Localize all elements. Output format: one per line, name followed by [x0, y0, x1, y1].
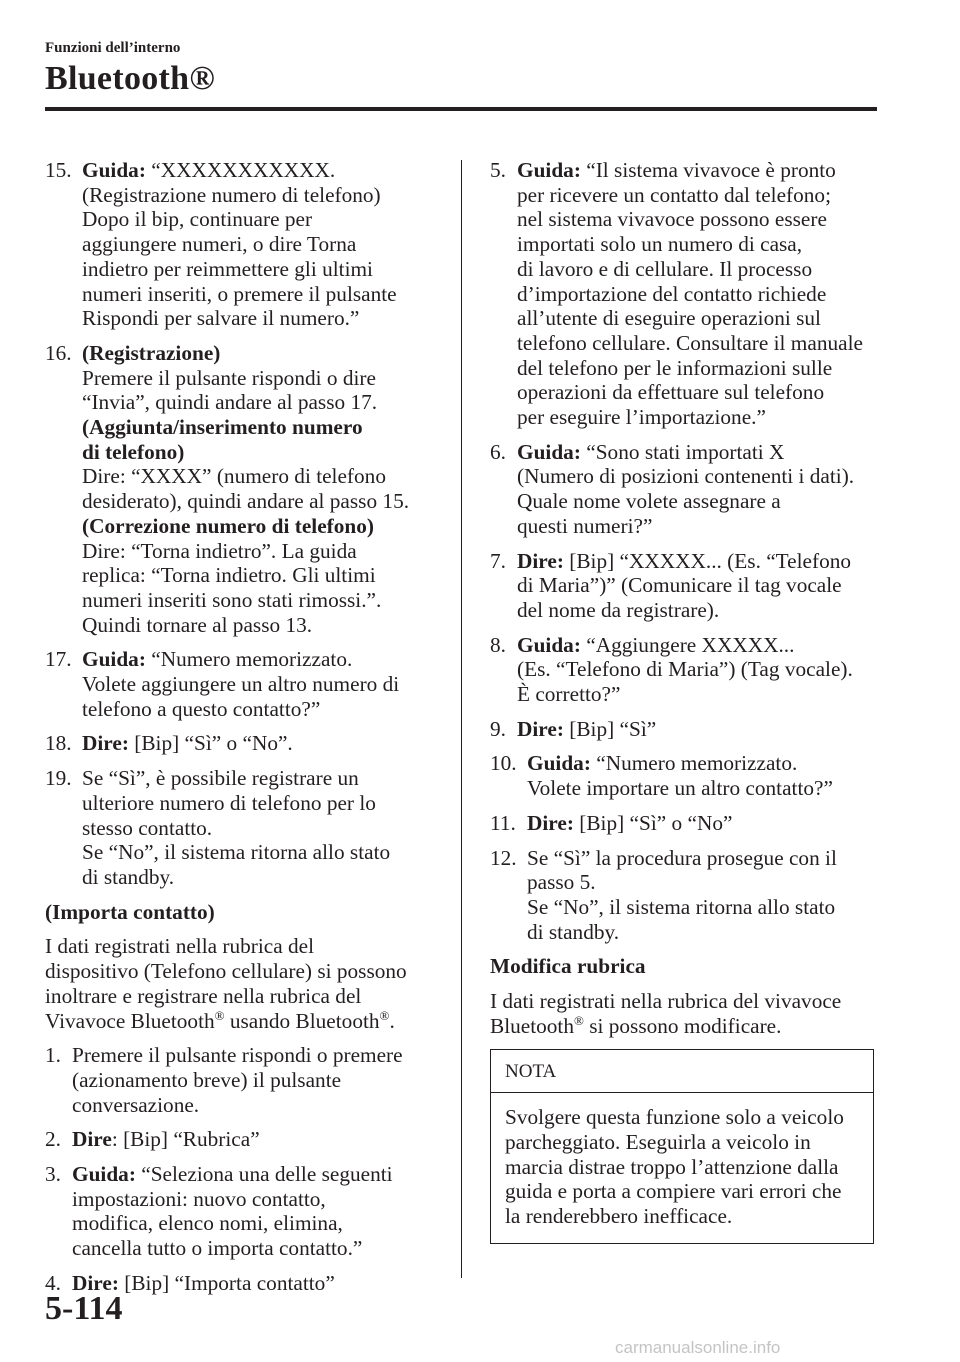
step-text: È corretto?” — [517, 682, 621, 707]
step-keyword: Guida: — [82, 158, 146, 182]
step-text: Volete aggiungere un altro numero di — [82, 672, 400, 697]
step-text: del telefono per le informazioni sulle — [517, 355, 833, 380]
steps-list-a — [45, 158, 440, 890]
intro-line: dispositivo (Telefono cellulare) si possono — [45, 959, 407, 984]
step-keyword: Guida: — [517, 632, 581, 657]
step-line — [517, 633, 880, 658]
step-keyword: (Correzione numero di telefono) — [82, 513, 374, 538]
step-text: numeri inseriti sono stati rimossi.”. — [82, 587, 382, 612]
header-rule — [45, 107, 877, 111]
note-line: guida e porta a compiere vari errori che — [505, 1179, 842, 1204]
step-line — [82, 613, 440, 638]
step-line — [517, 306, 880, 331]
step-keyword: Guida: — [517, 158, 581, 182]
step-line — [517, 657, 880, 682]
step-item — [490, 158, 880, 430]
step-line — [72, 1093, 440, 1118]
step-line — [527, 870, 880, 895]
step-line — [82, 257, 440, 282]
step-text: “Numero memorizzato. — [145, 647, 353, 672]
step-text: ulteriore numero di telefono per lo — [82, 790, 376, 815]
step-line — [527, 811, 880, 836]
step-line — [517, 380, 880, 405]
step-body — [82, 647, 440, 721]
step-number: 15. — [45, 158, 72, 182]
step-line — [82, 697, 440, 722]
step-keyword: Guida: — [517, 439, 581, 464]
intro-text: . — [389, 1008, 395, 1033]
step-keyword: Guida: — [82, 647, 146, 672]
step-item — [45, 647, 440, 721]
step-body — [82, 341, 440, 637]
step-text: indietro per reimmettere gli ultimi — [82, 256, 373, 281]
edit-line: I dati registrati nella rubrica del vivavoce — [490, 989, 842, 1014]
step-number: 2. — [45, 1127, 61, 1152]
watermark: carmanualsonline.info — [615, 1338, 781, 1357]
step-number: 11. — [490, 810, 516, 835]
step-text: “Il sistema vivavoce è pronto — [580, 158, 836, 182]
step-text: : [Bip] “Rubrica” — [111, 1127, 260, 1152]
note-line: la renderebbero inefficace. — [505, 1204, 733, 1229]
step-number: 6. — [490, 439, 506, 464]
step-text: Dopo il bip, continuare per — [82, 207, 313, 232]
step-text: per eseguire l’importazione.” — [517, 405, 766, 430]
step-text: Quindi tornare al passo 13. — [82, 612, 313, 637]
step-text: [Bip] “Sì” o “No”. — [128, 731, 293, 756]
registered-mark: ® — [379, 1007, 390, 1023]
steps-list-b — [45, 1043, 440, 1295]
step-number: 19. — [45, 766, 72, 791]
step-item — [45, 1162, 440, 1261]
steps-list-right — [490, 158, 880, 944]
step-text: telefono cellulare. Consultare il manuale — [517, 330, 863, 355]
import-intro — [45, 934, 440, 1033]
step-line — [72, 1271, 440, 1296]
intro-text: Vivavoce Bluetooth — [45, 1008, 215, 1033]
step-text: (Registrazione numero di telefono) — [82, 182, 381, 207]
step-body — [527, 846, 880, 945]
step-item — [45, 731, 440, 756]
step-line — [72, 1162, 440, 1187]
page-title: Bluetooth® — [45, 60, 216, 97]
step-item — [490, 846, 880, 945]
right-column — [490, 158, 880, 1244]
step-line — [82, 514, 440, 539]
step-line — [82, 464, 440, 489]
intro-line: inoltrare e registrare nella rubrica del — [45, 983, 362, 1008]
step-text: operazioni da effettuare sul telefono — [517, 380, 825, 405]
step-item — [490, 751, 880, 800]
step-line — [72, 1187, 440, 1212]
step-keyword: Dire: — [517, 716, 564, 741]
step-text: per ricevere un contatto dal telefono; — [517, 182, 831, 207]
step-line — [527, 776, 880, 801]
left-column — [45, 158, 440, 1306]
step-text: replica: “Torna indietro. Gli ultimi — [82, 563, 376, 588]
step-item — [45, 158, 440, 331]
step-line — [82, 158, 440, 183]
step-text: (Es. “Telefono di Maria”) (Tag vocale). — [517, 657, 853, 682]
step-number: 5. — [490, 158, 506, 182]
edit-text — [490, 989, 880, 1038]
step-keyword: Guida: — [527, 751, 591, 776]
note-line: Svolgere questa funzione solo a veicolo — [505, 1105, 844, 1130]
step-line — [517, 514, 880, 539]
step-body — [72, 1162, 440, 1261]
step-keyword: Dire: — [82, 731, 129, 756]
step-text: “Invia”, quindi andare al passo 17. — [82, 390, 378, 415]
step-line — [517, 598, 880, 623]
page-number: 5-114 — [45, 1290, 123, 1327]
step-line — [517, 440, 880, 465]
step-text: Se “Sì” la procedura prosegue con il — [527, 845, 837, 870]
step-line — [82, 791, 440, 816]
step-line — [72, 1068, 440, 1093]
step-keyword: di telefono) — [82, 439, 185, 464]
step-item — [45, 1127, 440, 1152]
step-body — [527, 811, 880, 836]
step-body — [82, 158, 440, 331]
step-line — [517, 207, 880, 232]
step-line — [82, 366, 440, 391]
step-line — [517, 682, 880, 707]
step-text: Quale nome volete assegnare a — [517, 489, 781, 514]
step-body — [72, 1271, 440, 1296]
step-item — [490, 440, 880, 539]
step-line — [82, 539, 440, 564]
step-text: cancella tutto o importa contatto.” — [72, 1236, 363, 1261]
step-body — [517, 440, 880, 539]
step-item — [45, 341, 440, 637]
step-text: importati solo un numero di casa, — [517, 232, 803, 257]
step-line — [517, 573, 880, 598]
step-text: di standby. — [82, 864, 175, 889]
step-text: [Bip] “Sì” — [563, 716, 657, 741]
step-line — [82, 341, 440, 366]
step-line — [82, 766, 440, 791]
step-body — [517, 633, 880, 707]
step-text: conversazione. — [72, 1092, 200, 1117]
step-number: 12. — [490, 845, 517, 870]
edit-line — [490, 1014, 880, 1039]
step-line — [517, 282, 880, 307]
step-text: (Numero di posizioni contenenti i dati). — [517, 464, 855, 489]
step-text: Se “No”, il sistema ritorna allo stato — [82, 840, 391, 865]
step-line — [82, 563, 440, 588]
note-line: marcia distrae troppo l’attenzione dalla — [505, 1154, 839, 1179]
registered-mark: ® — [574, 1012, 584, 1028]
edit-heading: Modifica rubrica — [490, 954, 646, 979]
step-body — [517, 717, 880, 742]
step-keyword: Dire: — [72, 1270, 119, 1295]
step-item — [490, 633, 880, 707]
step-keyword: (Aggiunta/inserimento numero — [82, 415, 363, 440]
step-line — [517, 257, 880, 282]
step-line — [527, 846, 880, 871]
import-heading: (Importa contatto) — [45, 899, 215, 924]
step-number: 4. — [45, 1270, 61, 1295]
step-text: nel sistema vivavoce possono essere — [517, 207, 827, 232]
intro-line: I dati registrati nella rubrica del — [45, 934, 315, 959]
step-line — [517, 464, 880, 489]
step-line — [82, 207, 440, 232]
step-text: Se “No”, il sistema ritorna allo stato — [527, 894, 836, 919]
step-line — [517, 717, 880, 742]
step-text: Dire: “Torna indietro”. La guida — [82, 538, 357, 563]
step-number: 8. — [490, 632, 506, 657]
step-keyword: (Registrazione) — [82, 340, 221, 365]
step-line — [527, 920, 880, 945]
step-keyword: Dire: — [527, 810, 574, 835]
step-line — [82, 282, 440, 307]
intro-text: usando Bluetooth — [224, 1008, 380, 1033]
note-line: parcheggiato. Eseguirla a veicolo in — [505, 1129, 811, 1154]
step-text: Premere il pulsante rispondi o premere — [72, 1043, 403, 1068]
step-line — [82, 731, 440, 756]
step-item — [490, 717, 880, 742]
step-item — [490, 549, 880, 623]
step-line — [82, 183, 440, 208]
step-line — [82, 840, 440, 865]
step-text: [Bip] “Importa contatto” — [118, 1270, 335, 1295]
step-text: di lavoro e di cellulare. Il processo — [517, 256, 813, 281]
step-number: 3. — [45, 1162, 61, 1187]
step-body — [72, 1127, 440, 1152]
step-item — [490, 811, 880, 836]
step-line — [82, 306, 440, 331]
step-line — [82, 865, 440, 890]
step-text: questi numeri?” — [517, 513, 653, 538]
note-title: NOTA — [491, 1050, 873, 1094]
step-number: 9. — [490, 716, 506, 741]
step-line — [517, 405, 880, 430]
step-text: all’utente di eseguire operazioni sul — [517, 306, 821, 331]
step-text: “XXXXXXXXXXX. — [145, 158, 336, 182]
note-body — [491, 1093, 873, 1243]
step-text: Rispondi per salvare il numero.” — [82, 306, 360, 331]
step-line — [517, 331, 880, 356]
step-text: “Sono stati importati X — [580, 439, 785, 464]
step-text: del nome da registrare). — [517, 597, 720, 622]
step-text: passo 5. — [527, 870, 596, 895]
step-number: 10. — [490, 751, 517, 776]
step-line — [517, 549, 880, 574]
note-box — [490, 1049, 874, 1244]
section-label: Funzioni dell’interno — [45, 40, 181, 56]
step-body — [82, 731, 440, 756]
step-text: impostazioni: nuovo contatto, — [72, 1186, 326, 1211]
step-body — [82, 766, 440, 890]
step-line — [72, 1211, 440, 1236]
step-text: Se “Sì”, è possibile registrare un — [82, 766, 359, 791]
step-line — [72, 1043, 440, 1068]
step-line — [72, 1236, 440, 1261]
step-number: 16. — [45, 340, 72, 365]
step-body — [517, 549, 880, 623]
step-text: di Maria”)” (Comunicare il tag vocale — [517, 573, 842, 598]
step-text: Volete importare un altro contatto?” — [527, 776, 833, 801]
step-text: di standby. — [527, 919, 620, 944]
step-text: Premere il pulsante rispondi o dire — [82, 365, 376, 390]
step-number: 17. — [45, 647, 72, 672]
step-keyword: Dire — [72, 1127, 112, 1152]
step-text: Dire: “XXXX” (numero di telefono — [82, 464, 386, 489]
step-line — [82, 489, 440, 514]
step-text: stesso contatto. — [82, 815, 213, 840]
step-text: desiderato), quindi andare al passo 15. — [82, 489, 410, 514]
step-line — [82, 816, 440, 841]
step-line — [82, 588, 440, 613]
step-text: modifica, elenco nomi, elimina, — [72, 1211, 343, 1236]
step-text: “Aggiungere XXXXX... — [580, 632, 795, 657]
step-line — [527, 895, 880, 920]
column-divider — [461, 160, 462, 1278]
step-text: [Bip] “XXXXX... (Es. “Telefono — [563, 548, 852, 573]
step-line — [517, 489, 880, 514]
step-line — [72, 1127, 440, 1152]
intro-line — [45, 1009, 440, 1034]
step-text: “Numero memorizzato. — [590, 751, 798, 776]
step-number: 18. — [45, 731, 72, 756]
edit-text-part: si possono modificare. — [583, 1013, 782, 1038]
step-text: d’importazione del contatto richiede — [517, 281, 827, 306]
step-line — [517, 158, 880, 183]
step-text: aggiungere numeri, o dire Torna — [82, 232, 357, 257]
registered-mark: ® — [214, 1007, 225, 1023]
step-keyword: Guida: — [72, 1162, 136, 1187]
step-line — [82, 647, 440, 672]
step-item — [45, 1043, 440, 1117]
step-line — [517, 232, 880, 257]
step-keyword: Dire: — [517, 548, 564, 573]
step-body — [517, 158, 880, 430]
step-text: [Bip] “Sì” o “No” — [573, 810, 733, 835]
step-body — [527, 751, 880, 800]
step-text: numeri inseriti, o premere il pulsante — [82, 281, 397, 306]
step-line — [82, 672, 440, 697]
step-text: “Seleziona una delle seguenti — [135, 1162, 393, 1187]
step-line — [82, 415, 440, 440]
step-body — [72, 1043, 440, 1117]
step-number: 7. — [490, 548, 506, 573]
step-number: 1. — [45, 1043, 61, 1068]
step-line — [517, 183, 880, 208]
step-line — [517, 356, 880, 381]
step-text: (azionamento breve) il pulsante — [72, 1067, 342, 1092]
step-line — [82, 232, 440, 257]
step-text: telefono a questo contatto?” — [82, 696, 321, 721]
step-line — [527, 751, 880, 776]
edit-text-part: Bluetooth — [490, 1013, 575, 1038]
step-line — [82, 440, 440, 465]
step-item — [45, 766, 440, 890]
step-line — [82, 390, 440, 415]
